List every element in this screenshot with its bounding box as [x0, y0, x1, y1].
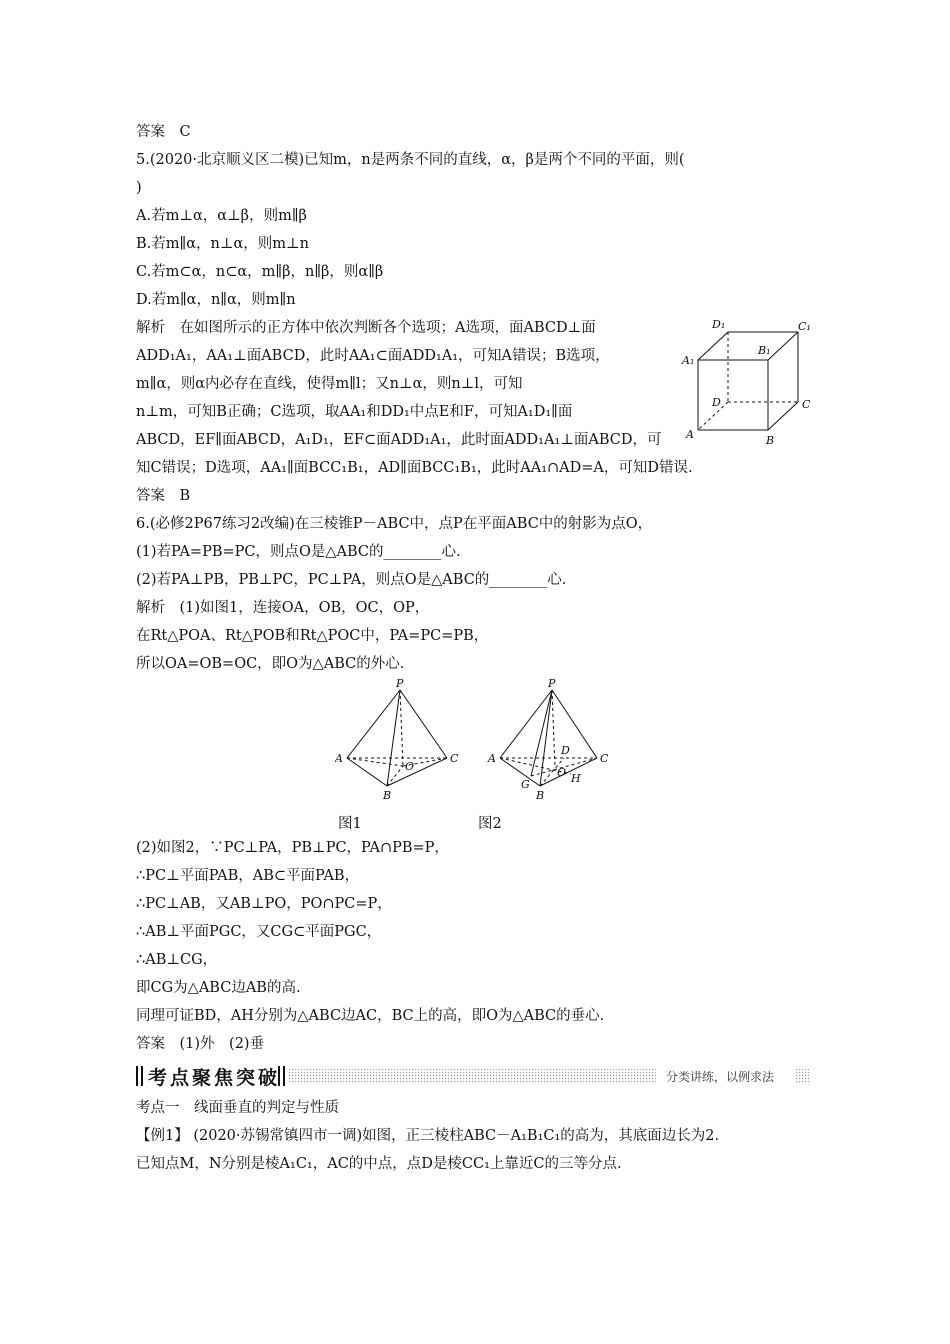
analysis-line: 同理可证BD，AH分别为△ABC边AC，BC上的高，即O为△ABC的垂心.	[136, 1008, 605, 1024]
fig2-label-d: D	[561, 744, 570, 757]
pyramid-figures	[335, 678, 695, 808]
label-d1: D₁	[712, 318, 726, 331]
analysis-line: ∴PC⊥平面PAB，AB⊂平面PAB，	[136, 868, 360, 884]
label-b1: B₁	[758, 344, 771, 357]
label-c: C	[802, 398, 811, 411]
analysis-line: 解析 在如图所示的正方体中依次判断各个选项；A选项，面ABCD⊥面	[136, 320, 596, 336]
example-1-stem: 已知点M，N分别是棱A₁C₁，AC的中点，点D是棱CC₁上靠近C的三等分点.	[136, 1156, 622, 1172]
fig1-label-a: A	[335, 752, 343, 765]
option-d: D.若m∥α，n∥α，则m∥n	[136, 292, 296, 308]
analysis-line: m∥α，则α内必存在直线，使得m∥l；又n⊥α，则n⊥l，可知	[136, 376, 523, 392]
answer-line: 答案 B	[136, 488, 191, 504]
analysis-line: ∴AB⊥平面PGC，又CG⊂平面PGC，	[136, 924, 382, 940]
section-banner-subtitle: 分类讲练，以例求法	[666, 1070, 775, 1084]
fig2-label-a: A	[488, 752, 496, 765]
fig2-label-b: B	[536, 789, 545, 802]
figure-2-caption: 图2	[478, 816, 502, 832]
analysis-line: ∴PC⊥AB，又AB⊥PO，PO∩PC=P，	[136, 896, 392, 912]
question-6-stem: 6.(必修2P67练习2改编)在三棱锥P－ABC中，点P在平面ABC中的射影为点O，	[136, 516, 653, 532]
label-d: D	[712, 396, 721, 409]
analysis-line: ABCD，EF∥面ABCD，A₁D₁，EF⊂面ADD₁A₁，此时面ADD₁A₁⊥面ABCD，可	[136, 432, 662, 448]
analysis-line: 知C错误；D选项，AA₁∥面BCC₁B₁，AD∥面BCC₁B₁，此时AA₁∩AD=A，可知D错误.	[136, 460, 693, 476]
option-a: A.若m⊥α，α⊥β，则m∥β	[136, 208, 307, 224]
analysis-line: 解析 (1)如图1，连接OA，OB，OC，OP，	[136, 600, 430, 616]
fig1-label-b: B	[383, 789, 392, 802]
option-c: C.若m⊂α，n⊂α，m∥β，n∥β，则α∥β	[136, 264, 384, 280]
analysis-line: 即CG为△ABC边AB的高.	[136, 980, 301, 996]
fig2-label-o: O	[557, 766, 567, 779]
fig2-label-h: H	[571, 772, 581, 785]
fig1-label-o: O	[405, 760, 415, 773]
fig1-label-c: C	[450, 752, 459, 765]
answer-line: 答案 (1)外 (2)垂	[136, 1036, 265, 1052]
analysis-line: n⊥m，可知B正确；C选项，取AA₁和DD₁中点E和F，可知A₁D₁∥面	[136, 404, 573, 420]
cube-figure	[680, 318, 820, 448]
question-6-part1: (1)若PA=PB=PC，则点O是△ABC的________心.	[136, 544, 461, 560]
analysis-line: (2)如图2，∵PC⊥PA，PB⊥PC，PA∩PB=P，	[136, 840, 449, 856]
analysis-line: ∴AB⊥CG，	[136, 952, 218, 968]
question-5-stem-end: )	[136, 180, 142, 196]
label-b: B	[766, 434, 775, 447]
label-a1: A₁	[682, 354, 695, 367]
analysis-line: 所以OA=OB=OC，即O为△ABC的外心.	[136, 656, 405, 672]
analysis-line: 在Rt△POA、Rt△POB和Rt△POC中，PA=PC=PB，	[136, 628, 489, 644]
answer-line: 答案 C	[136, 124, 191, 140]
label-a: A	[686, 428, 694, 441]
question-6-part2: (2)若PA⊥PB，PB⊥PC，PC⊥PA，则点O是△ABC的________心.	[136, 572, 567, 588]
figure-1-caption: 图1	[338, 816, 362, 832]
fig2-label-p: P	[548, 678, 556, 690]
fig2-label-g: G	[521, 778, 530, 791]
option-b: B.若m∥α，n⊥α，则m⊥n	[136, 236, 309, 252]
label-c1: C₁	[798, 320, 811, 333]
example-1-stem: 【例1】 (2020·苏锡常镇四市一调)如图，正三棱柱ABC－A₁B₁C₁的高为，其底面边长为2.	[136, 1128, 720, 1144]
section-banner-title: 考点聚焦突破	[148, 1067, 281, 1089]
fig1-label-p: P	[396, 678, 404, 690]
analysis-line: ADD₁A₁，AA₁⊥面ABCD，此时AA₁⊂面ADD₁A₁，可知A错误；B选项，	[136, 348, 610, 364]
question-5-stem: 5.(2020·北京顺义区二模)已知m，n是两条不同的直线，α，β是两个不同的平面，则(	[136, 152, 685, 168]
fig2-label-c: C	[600, 752, 609, 765]
topic-heading: 考点一 线面垂直的判定与性质	[136, 1100, 339, 1116]
